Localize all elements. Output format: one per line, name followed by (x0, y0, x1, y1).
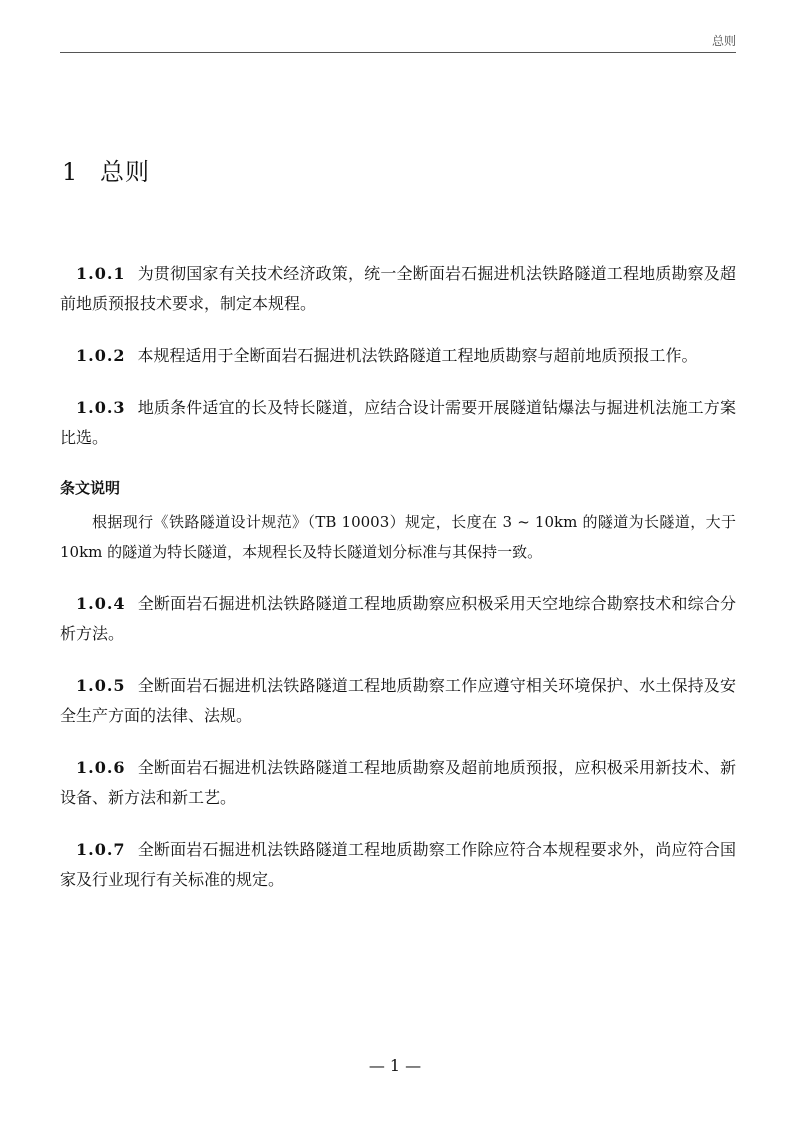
clause-1-0-2 (60, 341, 736, 371)
clause-number: 1.0.1 (76, 264, 126, 283)
clause-number: 1.0.7 (76, 840, 126, 859)
running-header (60, 30, 736, 53)
clause-number: 1.0.6 (76, 758, 126, 777)
clause-1-0-4 (60, 589, 736, 649)
clause-1-0-7 (60, 835, 736, 895)
clause-text: 为贯彻国家有关技术经济政策，统一全断面岩石掘进机法铁路隧道工程地质勘察及超前地质预报技术要求，制定本规程。 (60, 264, 736, 313)
explanatory-note-heading: 条文说明 (60, 479, 121, 497)
page-number: — 1 — (368, 1056, 422, 1075)
clause-number: 1.0.2 (76, 346, 126, 365)
running-header-title: 总则 (711, 34, 736, 48)
clause-text: 全断面岩石掘进机法铁路隧道工程地质勘察及超前地质预报，应积极采用新技术、新设备、新方法和新工艺。 (60, 758, 736, 807)
clause-text: 全断面岩石掘进机法铁路隧道工程地质勘察应积极采用天空地综合勘察技术和综合分析方法。 (60, 594, 736, 643)
clause-text: 全断面岩石掘进机法铁路隧道工程地质勘察工作应遵守相关环境保护、水土保持及安全生产方面的法律、法规。 (60, 676, 736, 725)
clause-text: 本规程适用于全断面岩石掘进机法铁路隧道工程地质勘察与超前地质预报工作。 (137, 346, 698, 365)
explanatory-note-text: 根据现行《铁路隧道设计规范》（TB 10003）规定，长度在 3 ~ 10km 的隧道为长隧道，大于 10km 的隧道为特长隧道，本规程长及特长隧道划分标准与其保持一致。 (60, 513, 736, 561)
clause-1-0-5 (60, 671, 736, 731)
clause-text: 地质条件适宜的长及特长隧道，应结合设计需要开展隧道钻爆法与掘进机法施工方案比选。 (60, 398, 736, 447)
clause-1-0-3 (60, 393, 736, 453)
chapter-number: 1 (62, 158, 79, 186)
clause-text: 全断面岩石掘进机法铁路隧道工程地质勘察工作除应符合本规程要求外，尚应符合国家及行业现行有关标准的规定。 (60, 840, 736, 889)
clause-number: 1.0.5 (76, 676, 126, 695)
chapter-title-text: 总则 (100, 158, 150, 186)
clause-number: 1.0.4 (76, 594, 126, 613)
document-body (60, 259, 736, 917)
clause-number: 1.0.3 (76, 398, 126, 417)
chapter-title (62, 152, 150, 187)
clause-1-0-1 (60, 259, 736, 319)
clause-1-0-6 (60, 753, 736, 813)
